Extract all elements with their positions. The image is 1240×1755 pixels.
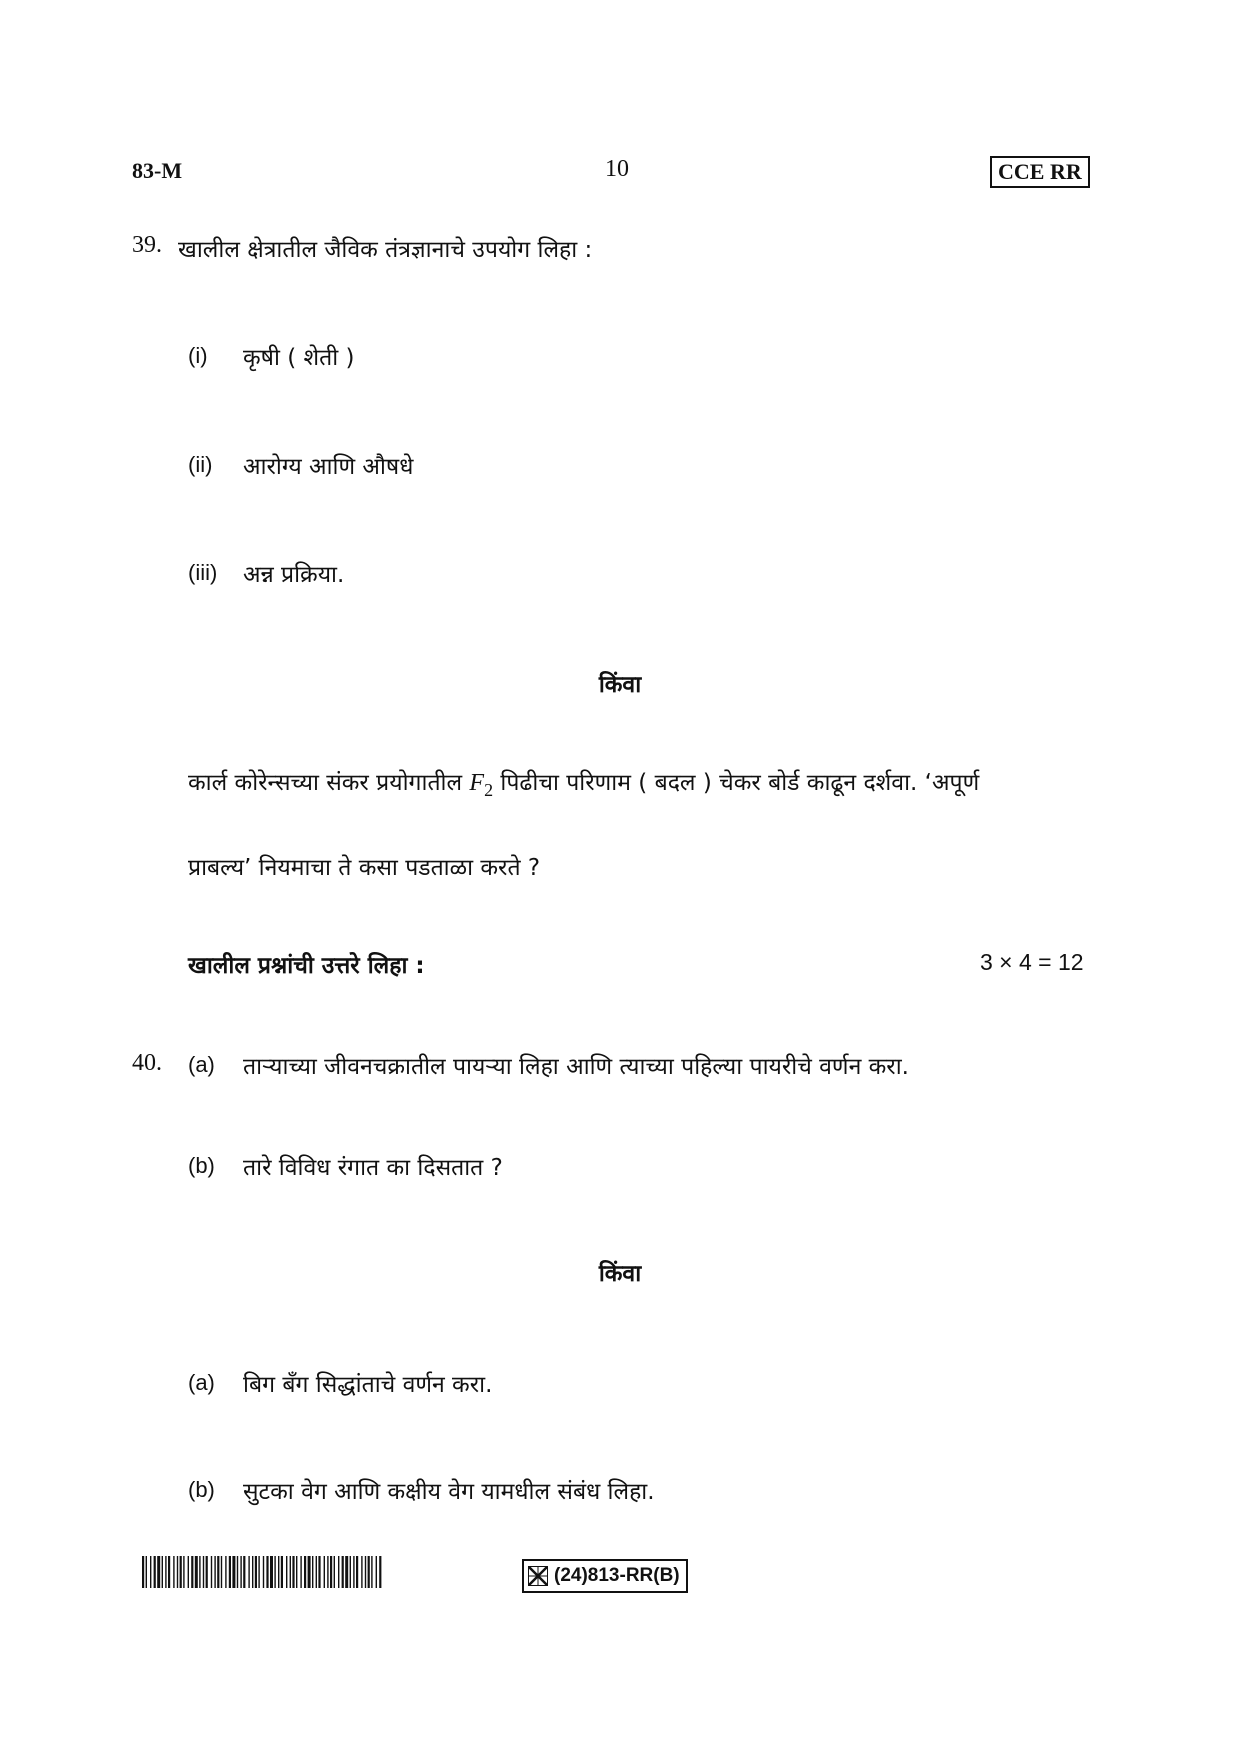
section-instruction: खालील प्रश्नांची उत्तरे लिहा : (188, 953, 425, 979)
q40-item-b-label: (b) (188, 1153, 215, 1178)
q40-item-a-text: ताऱ्याच्या जीवनचक्रातील पायऱ्या लिहा आणि त्याच्या पहिल्या पायरीचे वर्णन करा. (243, 1054, 909, 1080)
q40-item-a-label: (a) (188, 1052, 215, 1077)
or-divider-1: किंवा (598, 672, 642, 698)
footer-code: (24)813-RR(B) (554, 1565, 680, 1586)
q39-alt-text-after: पिढीचा परिणाम ( बदल ) चेकर बोर्ड काढून दर्शवा. ‘अपूर्ण (500, 770, 980, 796)
cross-mark-icon (528, 1566, 548, 1586)
q40-item-b-text: तारे विविध रंगात का दिसतात ? (243, 1155, 503, 1181)
q39-alt-line-1 (188, 765, 979, 801)
q40-alt-item-a-text: बिग बँग सिद्धांताचे वर्णन करा. (243, 1372, 493, 1398)
q39-item-iii-text: अन्न प्रक्रिया. (243, 562, 345, 588)
q39-item-iii-label: (iii) (188, 560, 218, 585)
barcode-graphic (142, 1556, 382, 1588)
question-39-number: 39. (132, 232, 162, 258)
q39-item-i-text: कृषी ( शेती ) (243, 345, 355, 371)
q39-alt-line-2: प्राबल्य’ नियमाचा ते कसा पडताळा करते ? (188, 855, 541, 881)
question-40-number: 40. (132, 1050, 162, 1076)
q39-alt-text-before: कार्ल कोरेन्सच्या संकर प्रयोगातील (188, 770, 463, 796)
section-marks: 3 × 4 = 12 (980, 949, 1084, 975)
q40-alt-item-b-text: सुटका वेग आणि कक्षीय वेग यामधील संबंध लिहा. (243, 1479, 655, 1505)
q40-alt-item-a-label: (a) (188, 1370, 215, 1395)
q39-item-ii-text: आरोग्य आणि औषधे (243, 454, 414, 480)
page-number: 10 (605, 156, 629, 182)
q40-alt-item-b-label: (b) (188, 1477, 215, 1502)
footer-code-box (522, 1559, 688, 1593)
question-39-stem: खालील क्षेत्रातील जैविक तंत्रज्ञानाचे उपयोग लिहा : (178, 237, 593, 263)
f2-generation-symbol: $F_2$ (469, 770, 494, 800)
q39-item-ii-label: (ii) (188, 452, 213, 477)
paper-code: 83-M (132, 158, 183, 183)
series-box: CCE RR (990, 156, 1090, 188)
or-divider-2: किंवा (598, 1261, 642, 1287)
q39-item-i-label: (i) (188, 343, 208, 368)
